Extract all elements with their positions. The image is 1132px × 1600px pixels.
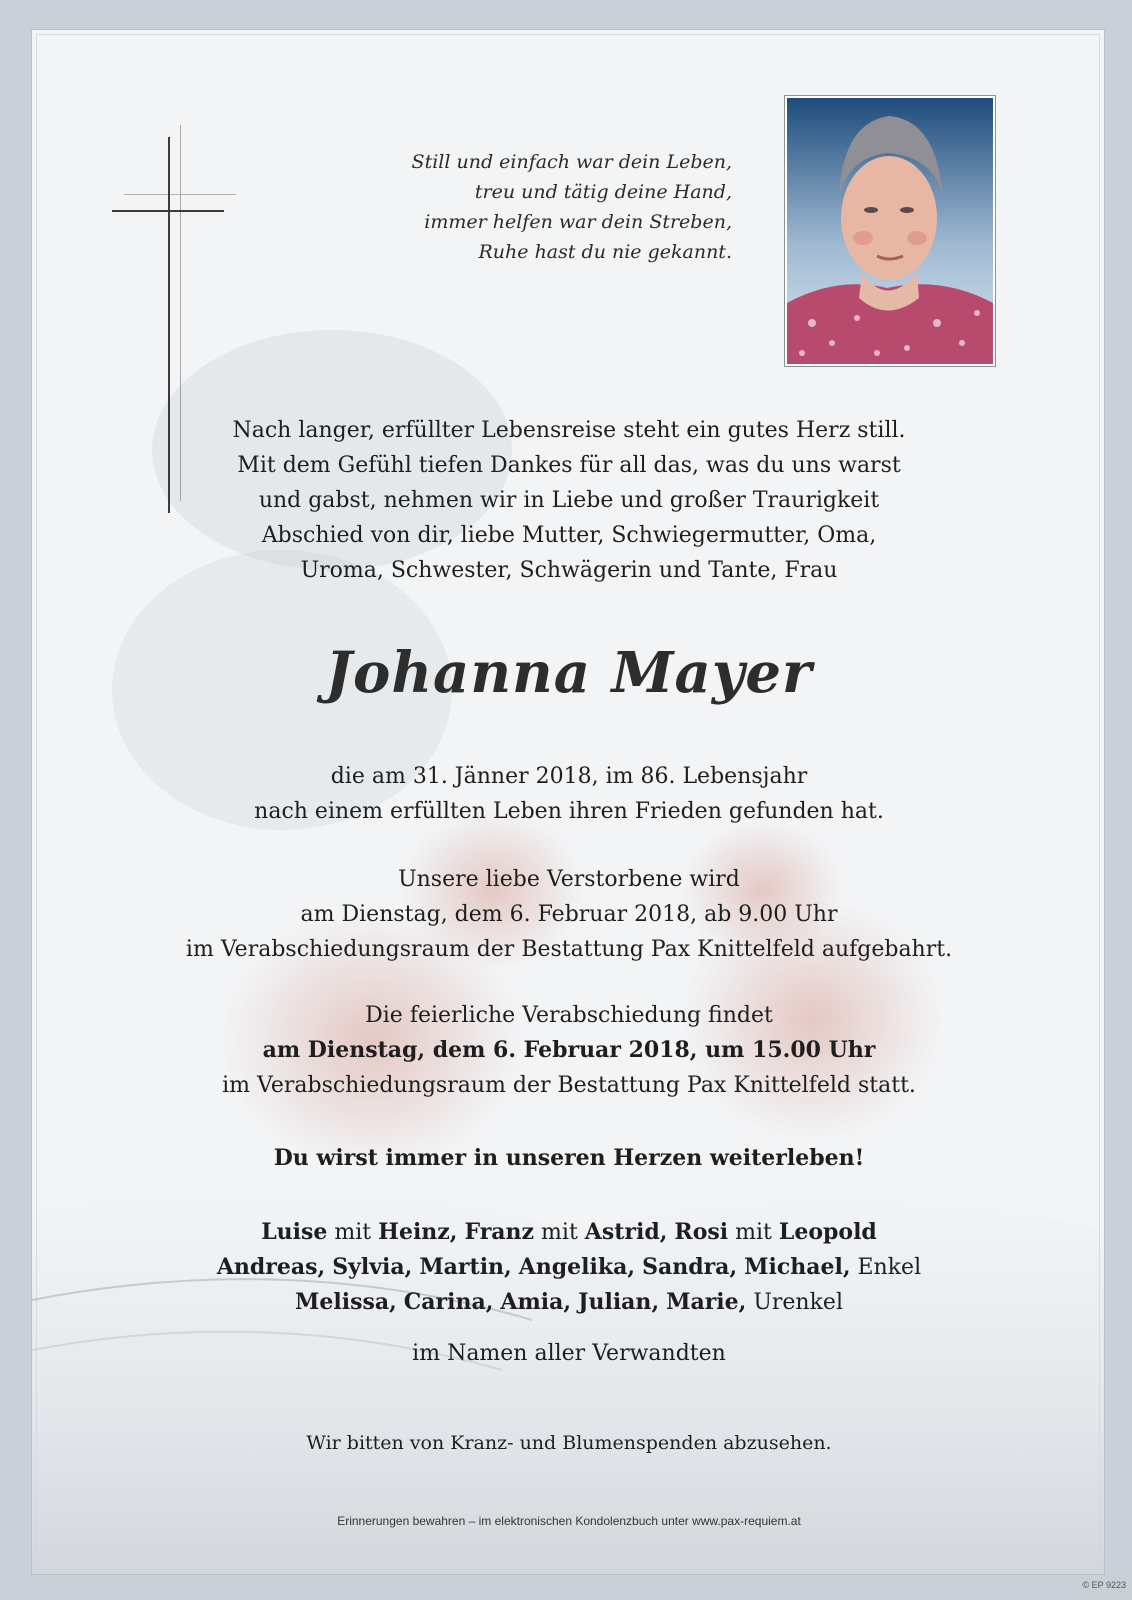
- intro-line: Uroma, Schwester, Schwägerin und Tante, Frau: [300, 558, 838, 583]
- viewing-line: Unsere liebe Verstorbene wird: [398, 867, 740, 892]
- family-name: Andreas: [216, 1254, 318, 1280]
- family-name: Julian: [578, 1289, 652, 1315]
- death-info: [32, 759, 1105, 829]
- death-line: die am 31. Jänner 2018, im 86. Lebensjahr: [330, 764, 808, 789]
- poem: [362, 147, 732, 267]
- family-name: Franz: [464, 1219, 535, 1245]
- intro-line: und gabst, nehmen wir in Liebe und großer Traurigkeit: [258, 488, 880, 513]
- relatives-line: im Namen aller Verwandten: [412, 1341, 726, 1366]
- poem-line: Still und einfach war dein Leben,: [411, 151, 732, 173]
- poem-line: treu und tätig deine Hand,: [474, 181, 732, 203]
- intro-line: Abschied von dir, liebe Mutter, Schwiegermutter, Oma,: [261, 523, 877, 548]
- ceremony-line: im Verabschiedungsraum der Bestattung Pax Knittelfeld statt.: [222, 1073, 916, 1098]
- viewing-info: [32, 862, 1105, 967]
- farewell-line: Du wirst immer in unseren Herzen weiterleben!: [273, 1145, 865, 1171]
- family-name: Leopold: [778, 1219, 877, 1245]
- family-name: Heinz: [378, 1219, 450, 1245]
- poem-line: Ruhe hast du nie gekannt.: [478, 241, 732, 263]
- children-line: Luise mit Heinz, Franz mit Astrid, Rosi mit Leopold: [261, 1219, 877, 1245]
- family-connector: mit: [541, 1220, 578, 1245]
- family-name: Sandra: [642, 1254, 730, 1280]
- family-name: Martin: [419, 1254, 505, 1280]
- obituary-card: [31, 29, 1105, 1575]
- great-grandchildren-line: Melissa, Carina, Amia, Julian, Marie, Urenkel: [295, 1289, 843, 1315]
- intro-text: [32, 413, 1105, 588]
- family-name: Astrid: [584, 1219, 660, 1245]
- grandchildren-line: Andreas, Sylvia, Martin, Angelika, Sandra, Michael, Enkel: [216, 1254, 922, 1280]
- family-name: Rosi: [674, 1219, 729, 1245]
- intro-line: Mit dem Gefühl tiefen Dankes für all das, was du uns warst: [237, 453, 901, 478]
- footer-note: Erinnerungen bewahren – im elektronischen Kondolenzbuch unter www.pax-requiem.at: [337, 1514, 801, 1528]
- family-name: Sylvia: [332, 1254, 405, 1280]
- donation-request: Wir bitten von Kranz- und Blumenspenden abzusehen.: [306, 1432, 832, 1454]
- cross-icon-horizontal: [112, 210, 224, 212]
- intro-line: Nach langer, erfüllter Lebensreise steht ein gutes Herz still.: [232, 418, 906, 443]
- poem-line: immer helfen war dein Streben,: [424, 211, 732, 233]
- family-name: Luise: [261, 1219, 328, 1245]
- deceased-name: Johanna Mayer: [325, 640, 813, 706]
- family-role: Urenkel: [753, 1290, 843, 1315]
- family-connector: mit: [735, 1220, 772, 1245]
- portrait-image: [787, 98, 993, 364]
- family-name: Marie: [666, 1289, 739, 1315]
- portrait-photo: [784, 95, 996, 367]
- family-role: Enkel: [857, 1255, 922, 1280]
- ceremony-line: Die feierliche Verabschiedung findet: [365, 1003, 773, 1028]
- family-name: Angelika: [518, 1254, 628, 1280]
- ceremony-date: am Dienstag, dem 6. Februar 2018, um 15.00 Uhr: [262, 1037, 876, 1063]
- family-connector: mit: [334, 1220, 372, 1245]
- viewing-line: im Verabschiedungsraum der Bestattung Pax Knittelfeld aufgebahrt.: [185, 937, 953, 962]
- ceremony-info: [32, 998, 1105, 1103]
- family-name: Carina: [403, 1289, 486, 1315]
- family-list: [32, 1215, 1105, 1320]
- death-line: nach einem erfüllten Leben ihren Frieden gefunden hat.: [254, 799, 884, 824]
- cross-shadow-horizontal: [124, 194, 236, 195]
- family-name: Amia: [500, 1289, 564, 1315]
- family-name: Melissa: [295, 1289, 390, 1315]
- family-name: Michael: [744, 1254, 843, 1280]
- viewing-line: am Dienstag, dem 6. Februar 2018, ab 9.00 Uhr: [300, 902, 838, 927]
- copyright: © EP 9223: [1082, 1580, 1126, 1590]
